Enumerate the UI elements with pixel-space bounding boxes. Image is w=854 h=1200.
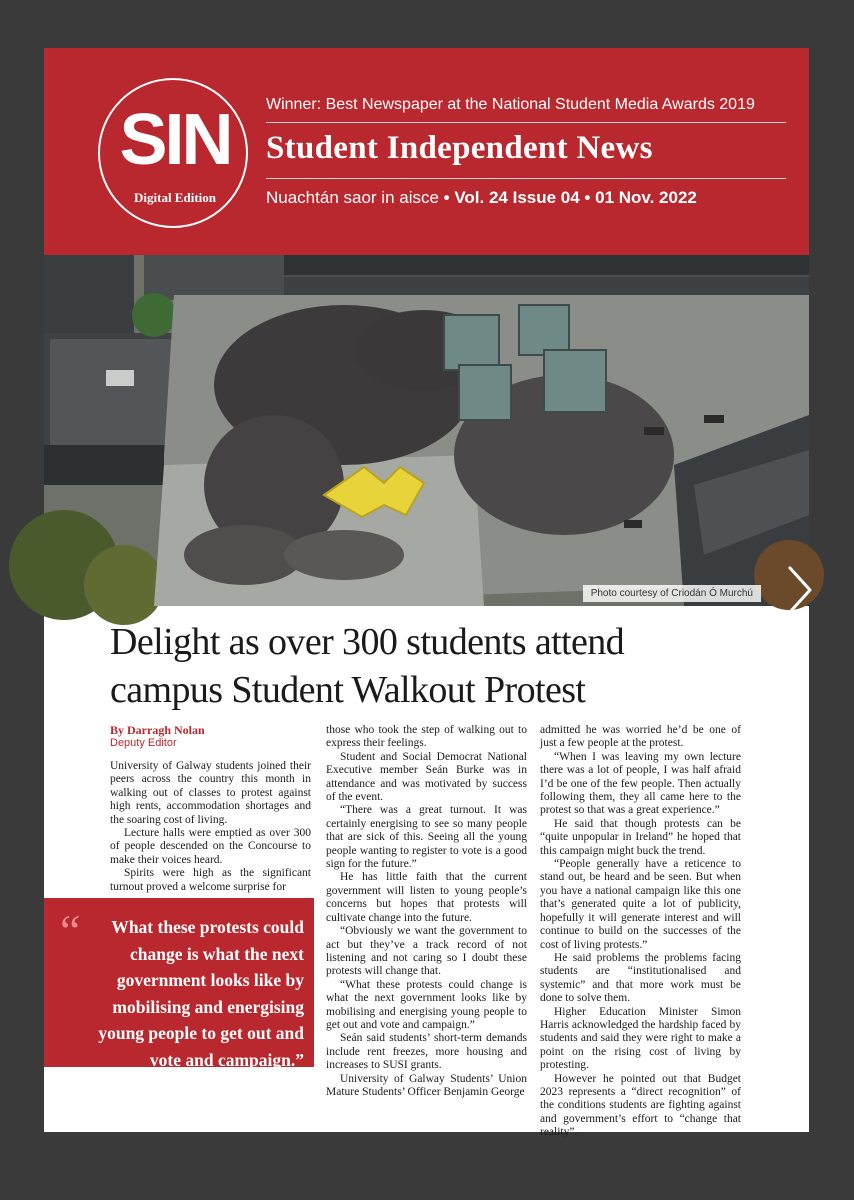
paragraph: University of Galway Students’ Union Mature Students’ Officer Benjamin George <box>326 1072 527 1098</box>
logo-subtitle: Digital Edition <box>134 190 216 205</box>
photo-illustration <box>44 255 809 606</box>
article-column-1 <box>110 724 311 894</box>
paragraph: “There was a great turnout. It was certainly energising to see so many people that are sick of this. Seeing all the young people wanting to register to vote is a good sign for the future.” <box>326 804 527 871</box>
paragraph: University of Galway students joined their peers across the country this month in walking out of classes to protest against high rents, accommodation shortages and the soaring cost of living. <box>110 760 311 826</box>
paragraph: He said problems the problems facing students are “institutionalised and systemic” and that more work must be done to solve them. <box>540 951 741 1005</box>
paragraph: Spirits were high as the significant turnout proved a welcome surprise for <box>110 867 311 893</box>
article-headline <box>110 618 770 714</box>
paragraph: “What these protests could change is what the next government looks like by mobilising and energising young people to get out and vote and campaign.” <box>326 978 527 1031</box>
masthead <box>44 48 809 255</box>
paragraph: admitted he was worried he’d be one of just a few people at the protest. <box>540 724 741 750</box>
tagline: Nuachtán saor in aisce <box>266 188 439 207</box>
paragraph: He has little faith that the current government will listen to young people’s concerns but hopes that protests will cultivate change into the future. <box>326 871 527 924</box>
masthead-rule-bottom <box>266 178 786 179</box>
photo-credit: Photo courtesy of Criodán Ó Murchú <box>583 585 761 602</box>
paragraph: Student and Social Democrat National Executive member Seán Burke was in attendance and was motivated by success of the event. <box>326 750 527 804</box>
chevron-right-icon[interactable] <box>782 560 818 620</box>
paragraph: He said that though protests can be “quite unpopular in Ireland” he hoped that this campaign might buck the trend. <box>540 817 741 857</box>
paragraph: However he pointed out that Budget 2023 represents a “direct recognition” of the conditions students are fighting against and government’s effort to “change that reality”. <box>540 1072 741 1139</box>
logo: SIN <box>119 100 231 180</box>
pull-quote-text: What these protests could change is what the next government looks like by mobilising and energising young people to get out and vote and campaign.” <box>98 917 304 1070</box>
paragraph: “When I was leaving my own lecture there was a lot of people, I was half afraid I’d be one of the few people. Then actually following them, they all came here to the protest so that was a great experience.” <box>540 750 741 817</box>
award-line: Winner: Best Newspaper at the National Student Media Awards 2019 <box>266 96 755 113</box>
paragraph: Higher Education Minister Simon Harris acknowledged the hardship faced by students and said they were right to make a point on the rising cost of living by protesting. <box>540 1005 741 1072</box>
article-column-3 <box>540 724 741 1140</box>
pull-quote <box>44 898 314 1070</box>
issue-line <box>266 188 697 208</box>
article-column-2 <box>326 724 527 1099</box>
paragraph: those who took the step of walking out to express their feelings. <box>326 724 527 750</box>
author-byline: By Darragh Nolan <box>110 723 205 737</box>
paragraph: Seán said students’ short-term demands include rent freezes, more housing and increases to SUSI grants. <box>326 1032 527 1072</box>
paper-title: Student Independent News <box>266 130 653 166</box>
paragraph: “Obviously we want the government to act but they’ve a track record of not listening and not caring so I doubt these protests will change that. <box>326 925 527 978</box>
paragraph: Lecture halls were emptied as over 300 of people descended on the Concourse to make their voices heard. <box>110 827 311 866</box>
aerial-protest-photo <box>44 255 809 606</box>
headline-line-1: Delight as over 300 students attend <box>110 621 625 663</box>
paragraph: “People generally have a reticence to stand out, be heard and be seen. But when you have a national campaign like this one that’s generated quite a lot of publicity, hopefully it will generate interest and will continue to build on the successes of the cost of living protests.” <box>540 858 741 951</box>
author-role: Deputy Editor <box>110 737 177 749</box>
newspaper-page <box>44 48 809 1139</box>
headline-line-2: campus Student Walkout Protest <box>110 669 586 711</box>
masthead-rule-top <box>266 122 786 123</box>
issue-info: • Vol. 24 Issue 04 • 01 Nov. 2022 <box>443 188 697 207</box>
quote-mark-icon: “ <box>60 905 81 956</box>
